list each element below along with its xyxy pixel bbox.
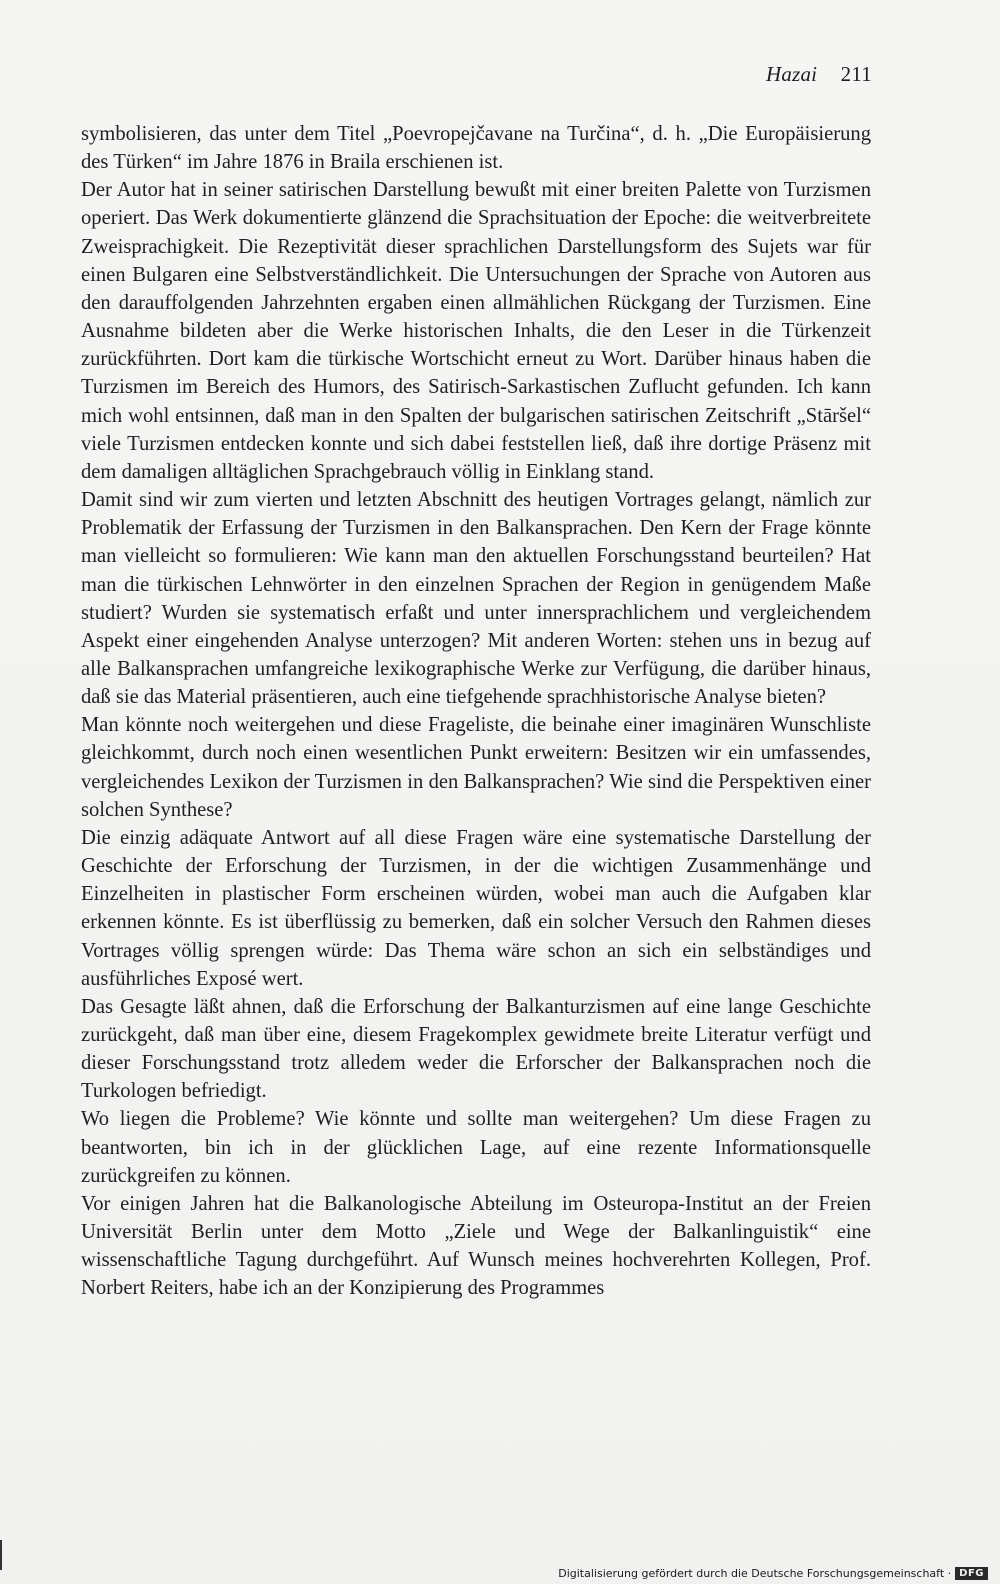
- paragraph: symbolisieren, das unter dem Titel „Poevropejčavane na Turčina“, d. h. „Die Europäisierung des Türken“ im Jahre 1876 in Braila erschienen ist.: [81, 123, 871, 174]
- footer-text: Digitalisierung gefördert durch die Deutsche Forschungsgemeinschaft ·: [558, 1567, 952, 1580]
- page-number: 211: [840, 62, 872, 86]
- paragraph: Das Gesagte läßt ahnen, daß die Erforschung der Balkanturzismen auf eine lange Geschichte zurückgeht, daß man über eine, diesem Fragekomplex gewidmete breite Literatur verfügt und dieser Forschungsstand trotz alledem weder die Erforscher der Balkansprachen noch die Turkologen befriedigt.: [81, 995, 871, 1103]
- scan-edge-mark: [0, 1540, 2, 1570]
- paragraph: Wo liegen die Probleme? Wie könnte und sollte man weitergehen? Um diese Fragen zu beantworten, bin ich in der glücklichen Lage, auf eine rezente Informationsquelle zurückgreifen zu können.: [81, 1108, 871, 1187]
- body-text: [81, 120, 871, 1303]
- dfg-logo: DFG: [955, 1567, 988, 1580]
- paragraph: Man könnte noch weitergehen und diese Frageliste, die beinahe einer imaginären Wunschliste gleichkommt, durch noch einen wesentlichen Punkt erweitern: Besitzen wir ein umfassendes, vergleichendes Lexikon der Turzismen in den Balkansprachen? Wie sind die Perspektiven einer solchen Synthese?: [81, 714, 871, 821]
- paragraph: Vor einigen Jahren hat die Balkanologische Abteilung im Osteuropa-Institut an der Freien Universität Berlin unter dem Motto „Ziele und Wege der Balkanlinguistik“ eine wissenschaftliche Tagung durchgeführt. Auf Wunsch meines hochverehrten Kollegen, Prof. Norbert Reiters, habe ich an der Konzipierung des Programmes: [81, 1192, 871, 1300]
- paragraph: Damit sind wir zum vierten und letzten Abschnitt des heutigen Vortrages gelangt, nämlich zur Problematik der Erfassung der Turzismen in den Balkansprachen. Den Kern der Frage könnte man vielleicht so formulieren: Wie kann man den aktuellen Forschungsstand beurteilen? Hat man die türkischen Lehnwörter in den einzelnen Sprachen der Region in genügendem Maße studiert? Wurden sie systematisch erfaßt und unter innersprachlichem und vergleichendem Aspekt einer eingehenden Analyse unterzogen? Mit anderen Worten: stehen uns in bezug auf alle Balkansprachen umfangreiche lexikographische Werke zur Verfügung, die darüber hinaus, daß sie das Material präsentieren, auch eine tiefgehende sprachhistorische Analyse bieten?: [81, 489, 871, 709]
- digitization-footer: [558, 1567, 988, 1580]
- paragraph: Die einzig adäquate Antwort auf all diese Fragen wäre eine systematische Darstellung der Geschichte der Erforschung der Turzismen, in der die wichtigen Zusammenhänge und Einzelheiten in plastischer Form erscheinen würden, wobei man auch die Aufgaben klar erkennen könnte. Es ist überflüssig zu bemerken, daß ein solcher Versuch den Rahmen dieses Vortrages völlig sprengen würde: Das Thema wäre schon an sich ein selbständiges und ausführliches Exposé wert.: [81, 826, 871, 990]
- running-header: [766, 62, 872, 87]
- running-header-author: Hazai: [766, 62, 818, 86]
- paragraph: Der Autor hat in seiner satirischen Darstellung bewußt mit einer breiten Palette von Turzismen operiert. Das Werk dokumentierte glänzend die Sprachsituation der Epoche: die weitverbreitete Zweisprachigkeit. Die Rezeptivität dieser sprachlichen Darstellungsform des Sujets war für einen Bulgaren eine Selbstverständlichkeit. Die Untersuchungen der Sprache von Autoren aus den darauffolgenden Jahrzehnten ergaben einen allmählichen Rückgang der Turzismen. Eine Ausnahme bildeten aber die Werke historischen Inhalts, die den Leser in die Türkenzeit zurückführten. Dort kam die türkische Wortschicht erneut zu Wort. Darüber hinaus haben die Turzismen im Bereich des Humors, des Satirisch-Sarkastischen Zuflucht gefunden. Ich kann mich wohl entsinnen, daß man in den Spalten der bulgarischen satirischen Zeitschrift „Stāršel“ viele Turzismen entdecken konnte und sich dabei feststellen ließ, daß ihre dortige Präsenz mit dem damaligen alltäglichen Sprachgebrauch völlig in Einklang stand.: [81, 179, 871, 483]
